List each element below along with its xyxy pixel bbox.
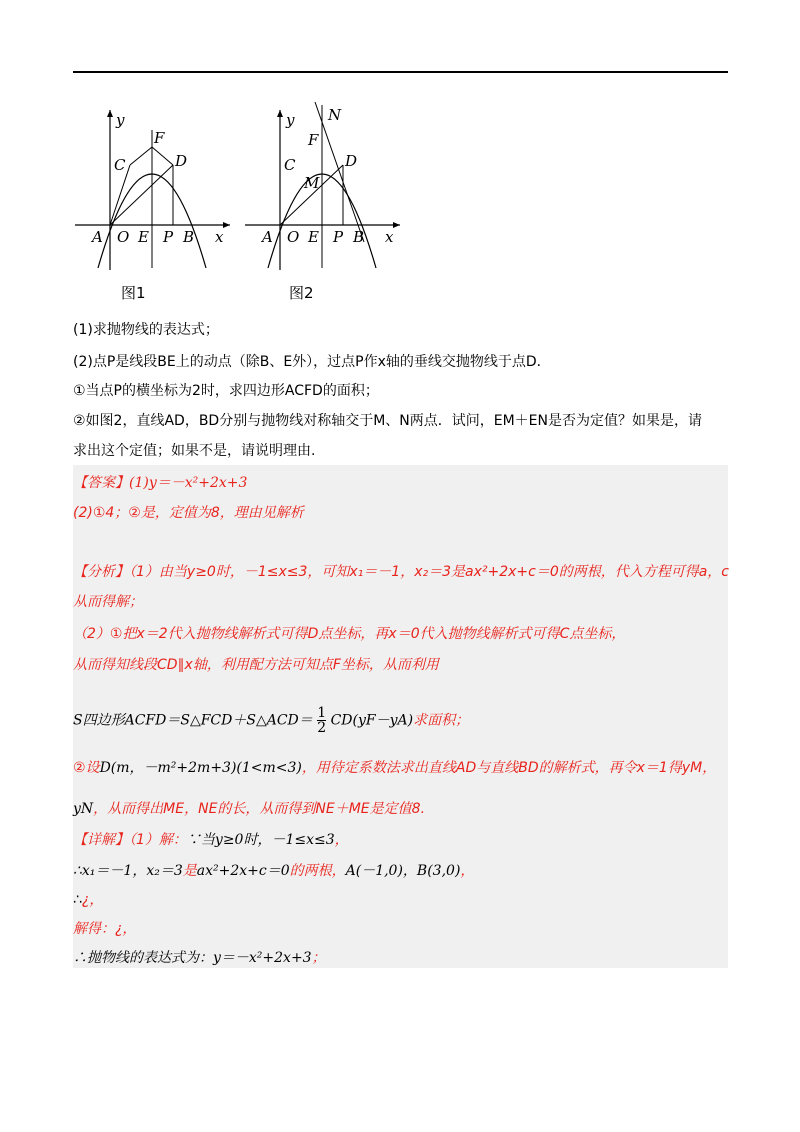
fig1-label-x: x (215, 228, 224, 246)
fig1-label-F: F (154, 129, 165, 147)
figure-1-caption: 图1 (121, 284, 146, 302)
detail-line-2-end: ， (460, 863, 475, 879)
question-2-2a: ②如图2，直线AD，BD分别与抛物线对称轴交于M、N两点．试问，EM＋EN是否为定值？如果是，请 (73, 413, 702, 429)
question-2: (2)点P是线段BE上的动点（除B、E外），过点P作x轴的垂线交抛物线于点D． (73, 354, 551, 370)
fig1-label-O: O (117, 228, 130, 246)
fig1-label-B: B (183, 228, 195, 246)
detail-solve: （1）解： (129, 832, 187, 848)
detail-line-5-end: ； (311, 950, 326, 966)
analysis-text-1: （1）由当y≥0时，－1≤x≤3，可知x₁＝－1，x₂＝3是ax²+2x+c＝0的两根，代入方程可得a，c (129, 564, 730, 580)
answer-2: (2)①4；②是，定值为8，理由见解析 (73, 505, 304, 521)
detail-line-3 (73, 890, 103, 910)
answer-line-1 (73, 473, 247, 493)
detail-result: ∴抛物线的表达式为：y＝－x²+2x+3 (73, 950, 312, 966)
detail-points: A(－1,0)，B(3,0) (345, 863, 461, 879)
fraction-denominator: 2 (317, 720, 327, 736)
analysis-set-d: ②设 (73, 760, 100, 776)
fig2-label-M: M (304, 174, 320, 192)
analysis-text-3: （2）①把x＝2代入抛物线解析式可得D点坐标，再x＝0代入抛物线解析式可得C点坐标， (73, 626, 626, 642)
detail-line-3-text: ¿， (81, 892, 104, 908)
fig2-label-N: N (328, 106, 342, 124)
fig2-label-A: A (262, 228, 273, 246)
detail-is: 是 (182, 863, 197, 879)
analysis-yn: yN (73, 801, 94, 817)
fig2-label-F: F (308, 131, 319, 149)
analysis-text-4: 从而得知线段CD∥x轴，利用配方法可知点F坐标，从而利用 (73, 657, 439, 673)
analysis-line-6 (73, 758, 716, 778)
figure-2 (240, 100, 410, 310)
question-2-1: ①当点P的横坐标为2时，求四边形ACFD的面积； (73, 383, 379, 399)
figure-2-caption: 图2 (289, 284, 314, 302)
detail-line-5 (73, 948, 326, 968)
fig1-label-A: A (92, 228, 103, 246)
detail-two-roots: 的两根， (289, 863, 346, 879)
detail-line-1 (73, 830, 349, 850)
fig2-label-x: x (385, 228, 394, 246)
analysis-line-5 (73, 706, 469, 735)
detail-roots: ∴x₁＝－1，x₂＝3 (73, 863, 183, 879)
analysis-area-tail: 求面积； (413, 712, 470, 729)
fraction-numerator: 1 (317, 705, 327, 721)
detail-condition: ∵当y≥0时，－1≤x≤3 (186, 832, 335, 848)
analysis-line-7 (73, 799, 425, 819)
figure-2-graph (240, 100, 410, 310)
fig1-label-P: P (163, 228, 174, 246)
analysis-cd-term: CD(yF－yA) (330, 712, 414, 729)
question-2-2b: 求出这个定值；如果不是，请说明理由. (73, 443, 316, 459)
analysis-text-2: 从而得解； (73, 594, 143, 610)
analysis-line-7-tail: ，从而得出ME，NE的长，从而得到NE＋ME是定值8. (93, 801, 426, 817)
fig2-label-y: y (286, 111, 295, 129)
detail-line-2 (73, 861, 474, 881)
fig1-label-C: C (114, 156, 126, 174)
answer-label: 【答案】 (73, 475, 129, 491)
analysis-label: 【分析】 (73, 564, 129, 580)
figure-1 (70, 100, 240, 310)
detail-line-1-end: ， (334, 832, 349, 848)
fig2-label-P: P (333, 228, 344, 246)
header-rule (73, 71, 728, 73)
fig2-label-C: C (284, 156, 296, 174)
question-1: (1)求抛物线的表达式； (73, 322, 219, 338)
detail-line-4: 解得：¿， (73, 921, 137, 937)
therefore-symbol: ∴ (73, 892, 82, 908)
detail-equation: ax²+2x+c＝0 (196, 863, 290, 879)
half-fraction (317, 706, 326, 735)
fig2-label-O: O (287, 228, 300, 246)
fig2-label-B: B (353, 228, 365, 246)
analysis-line-6-tail: ，用待定系数法求出直线AD与直线BD的解析式，再令x＝1得yM， (301, 760, 717, 776)
fig1-label-y: y (116, 111, 125, 129)
answer-1: (1)y＝－x²+2x+3 (129, 475, 248, 491)
fig2-label-E: E (308, 228, 319, 246)
analysis-area-formula: S四边形ACFD＝S△FCD＋S△ACD＝ (73, 712, 313, 729)
fig1-label-D: D (175, 152, 188, 170)
fig1-label-E: E (138, 228, 149, 246)
analysis-line-1 (73, 562, 729, 582)
fig2-label-D: D (345, 152, 358, 170)
analysis-d-coord: D(m，－m²+2m+3)(1<m<3) (99, 760, 302, 776)
detail-label: 【详解】 (73, 832, 129, 848)
figure-1-graph (70, 100, 240, 310)
